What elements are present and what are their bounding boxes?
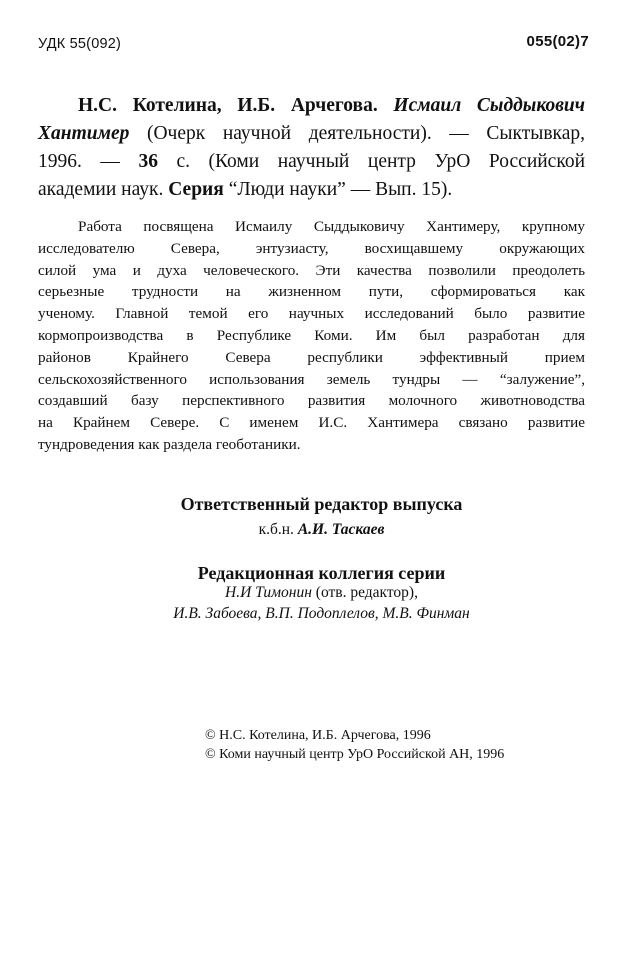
page-count: 36 [138,151,158,172]
biblio-line-2 [38,120,585,148]
issue-number: — Вып. 15). [350,179,453,200]
biblio-line-3 [38,148,585,176]
abstract-line: на Крайнем Севере. С именем И.С. Хантимера связано развитие [38,414,585,432]
chair-role: (отв. редактор), [315,584,418,601]
bibliographic-description [38,92,585,204]
classification-code: 055(02)7 [526,33,589,50]
abstract-line: создавший базу перспективного развития молочного животноводства [38,392,585,410]
abstract-line: серьезные трудности на жизненном пути, сформироваться как [38,283,585,301]
biblio-line-4 [38,176,585,204]
book-title-part-1: Исмаил Сыддыкович [393,95,585,116]
copyright-publisher: © Коми научный центр УрО Российской АН, 1996 [205,747,505,762]
copyright-authors: © Н.С. Котелина, И.Б. Арчегова, 1996 [205,728,431,743]
responsible-editor [0,521,623,539]
editorial-board-members: И.В. Забоева, В.П. Подоплелов, М.В. Финман [173,605,470,622]
abstract-line: исследователю Севера, энтузиасту, восхищавшему окружающих [38,239,585,257]
publication-year: 1996. — [38,151,120,172]
book-subtitle: (Очерк научной деятельности). — Сыктывкар, [146,123,586,144]
publisher-cont: академии наук. [38,179,164,200]
abstract [38,216,585,456]
biblio-line-1 [38,92,585,120]
authors: Н.С. Котелина, И.Б. Арчегова. [78,95,378,116]
abstract-line: ученому. Главной темой его научных исследований было развитие [38,305,585,323]
editor-degree: к.б.н. [258,521,294,538]
responsible-editor-heading: Ответственный редактор выпуска [180,494,463,514]
editorial-board-chair [0,584,623,602]
abstract-line: кормопроизводства в Республике Коми. Им был разработан для [38,326,585,344]
abstract-line: районов Крайнего Севера республики эффективный прием [38,348,585,366]
abstract-line: силой ума и духа человеческого. Эти качества позволили преодолеть [38,261,585,279]
abstract-line: сельскохозяйственного использования земель тундры — “залужение”, [38,370,585,388]
abstract-line: Работа посвящена Исмаилу Сыддыковичу Хантимеру, крупному [78,218,585,235]
series-label: Серия [168,179,224,200]
publisher: с. (Коми научный центр УрО Российской [176,151,586,172]
book-title-part-2: Хантимер [38,123,130,144]
chair-name: Н.И Тимонин [225,584,312,601]
editor-name: А.И. Таскаев [297,521,385,538]
udk-code: УДК 55(092) [38,36,122,52]
editorial-board-heading: Редакционная коллегия серии [197,563,446,583]
abstract-line: тундроведения как раздела геоботаники. [38,435,301,453]
series-name: “Люди науки” [228,179,346,200]
